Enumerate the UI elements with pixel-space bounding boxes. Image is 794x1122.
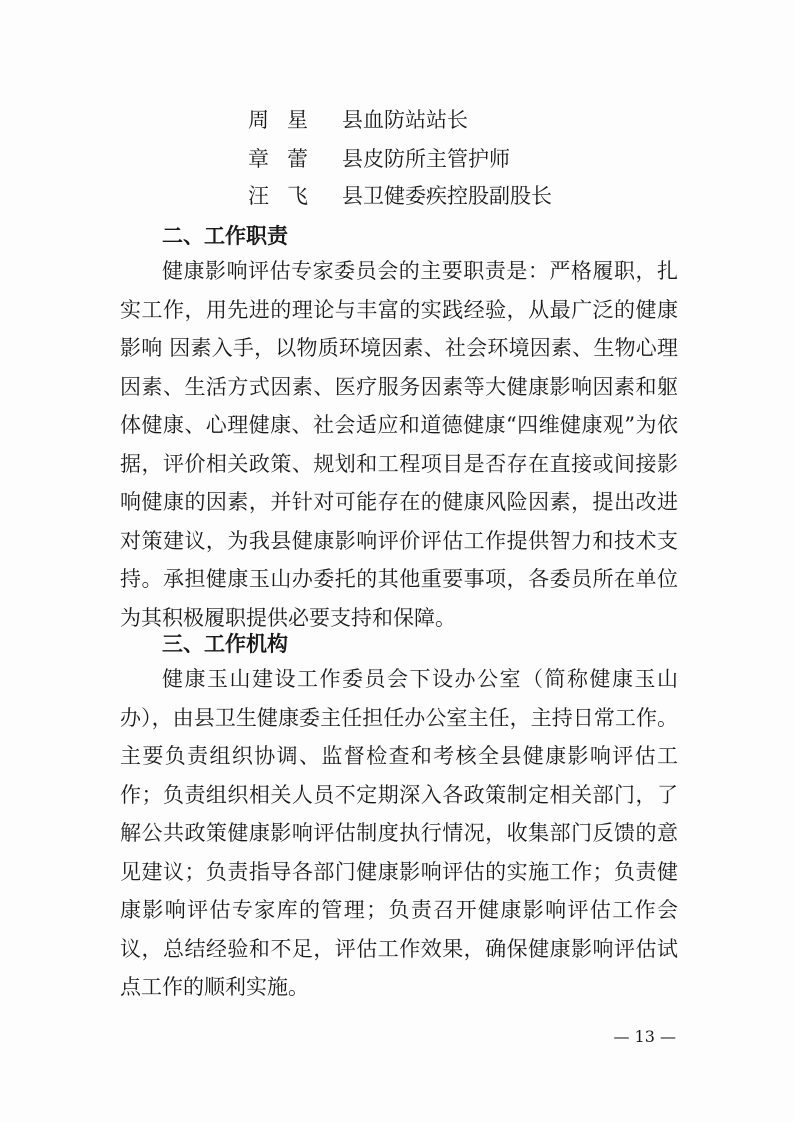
duties-paragraph: 健康影响评估专家委员会的主要职责是：严格履职，扎实工作，用先进的理论与丰富的实践经验，从最广泛的健康影响 因素入手，以物质环境因素、社会环境因素、生物心理因素、生活方式因素、医疗服务因素等大健康影响因素和躯体健康、心理健康、社会适应和道德健康“四维健康观”为依据，评价相关政策、规划和工程项目是否存在直接或间接影响健康的因素，并针对可能存在的健康风险因素，提出改进对策建议，为我县健康影响评价评估工作提供智力和技术支持。承担健康玉山办委托的其他重要事项，各委员所在单位为其积极履职提供必要支持和保障。 (120, 259, 678, 630)
member-row (248, 104, 468, 136)
member-row (248, 180, 552, 212)
page-number: — 13 — (613, 1027, 676, 1046)
member-role: 县卫健委疾控股副股长 (342, 184, 552, 208)
member-name: 汪飞 (248, 184, 326, 208)
organization-paragraph: 健康玉山建设工作委员会下设办公室（简称健康玉山办），由县卫生健康委主任担任办公室主任，主持日常工作。主要负责组织协调、监督检查和考核全县健康影响评估工作；负责组织相关人员不定期深入各政策制定相关部门，了解公共政策健康影响评估制度执行情况，收集部门反馈的意见建议；负责指导各部门健康影响评估的实施工作；负责健康影响评估专家库的管理；负责召开健康影响评估工作会议，总结经验和不足，评估工作效果，确保健康影响评估试点工作的顺利实施。 (120, 667, 678, 999)
section-heading-duties: 二、工作职责 (162, 224, 288, 248)
member-name: 周星 (248, 108, 326, 132)
member-role: 县血防站站长 (342, 108, 468, 132)
member-row (248, 143, 510, 175)
member-name: 章蕾 (248, 147, 326, 171)
member-role: 县皮防所主管护师 (342, 147, 510, 171)
section-heading-organization: 三、工作机构 (162, 632, 288, 656)
